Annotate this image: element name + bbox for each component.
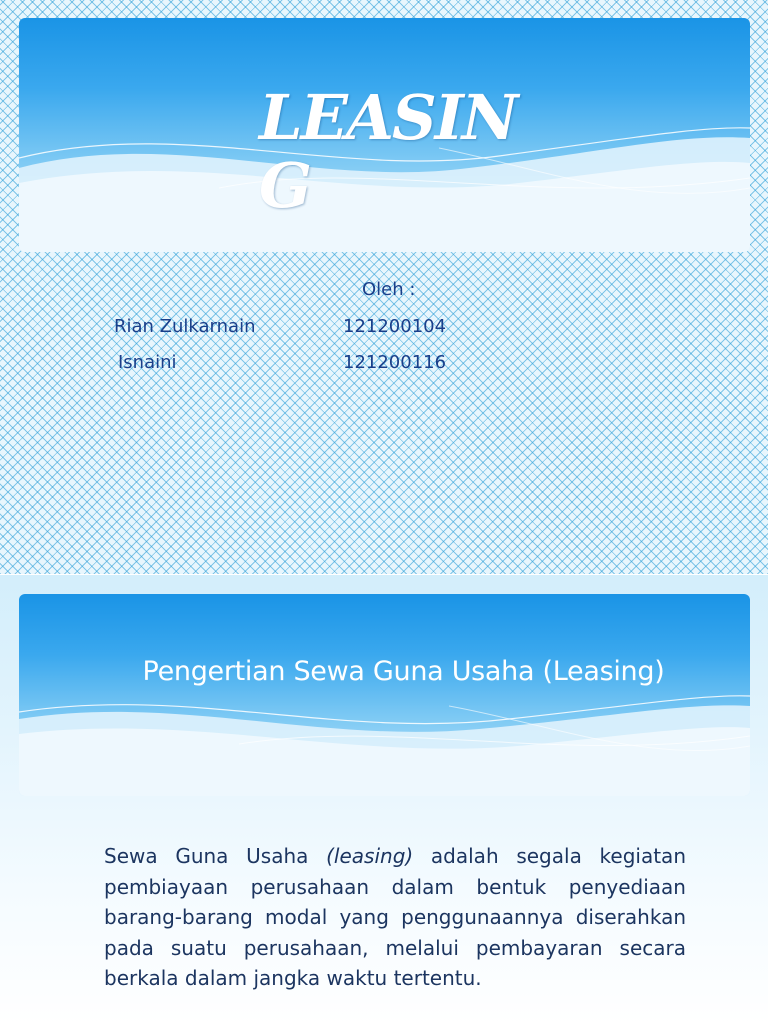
author-name: Rian Zulkarnain	[114, 316, 256, 337]
author-name: Isnaini	[118, 352, 177, 373]
para-italic-term: (leasing)	[326, 844, 414, 868]
heading-banner	[19, 594, 750, 796]
para-text-start: Sewa Guna Usaha	[104, 844, 327, 868]
definition-paragraph	[104, 841, 686, 994]
oleh-label: Oleh :	[362, 279, 416, 300]
definition-slide	[0, 575, 768, 1024]
author-nim: 121200104	[343, 316, 447, 337]
para-text-rest: adalah segala kegiatan pembiayaan perusahaan dalam bentuk penyediaan barang-barang modal yang penggunaannya diserahkan pada suatu perusahaan, melalui pembayaran secara berkala dalam jangka waktu tertentu.	[104, 844, 686, 990]
slide-title: LEASING	[259, 81, 517, 222]
author-nim: 121200116	[343, 352, 447, 373]
wave-decoration	[19, 594, 750, 796]
title-banner	[19, 18, 750, 252]
slide-heading: Pengertian Sewa Guna Usaha (Leasing)	[142, 656, 665, 687]
